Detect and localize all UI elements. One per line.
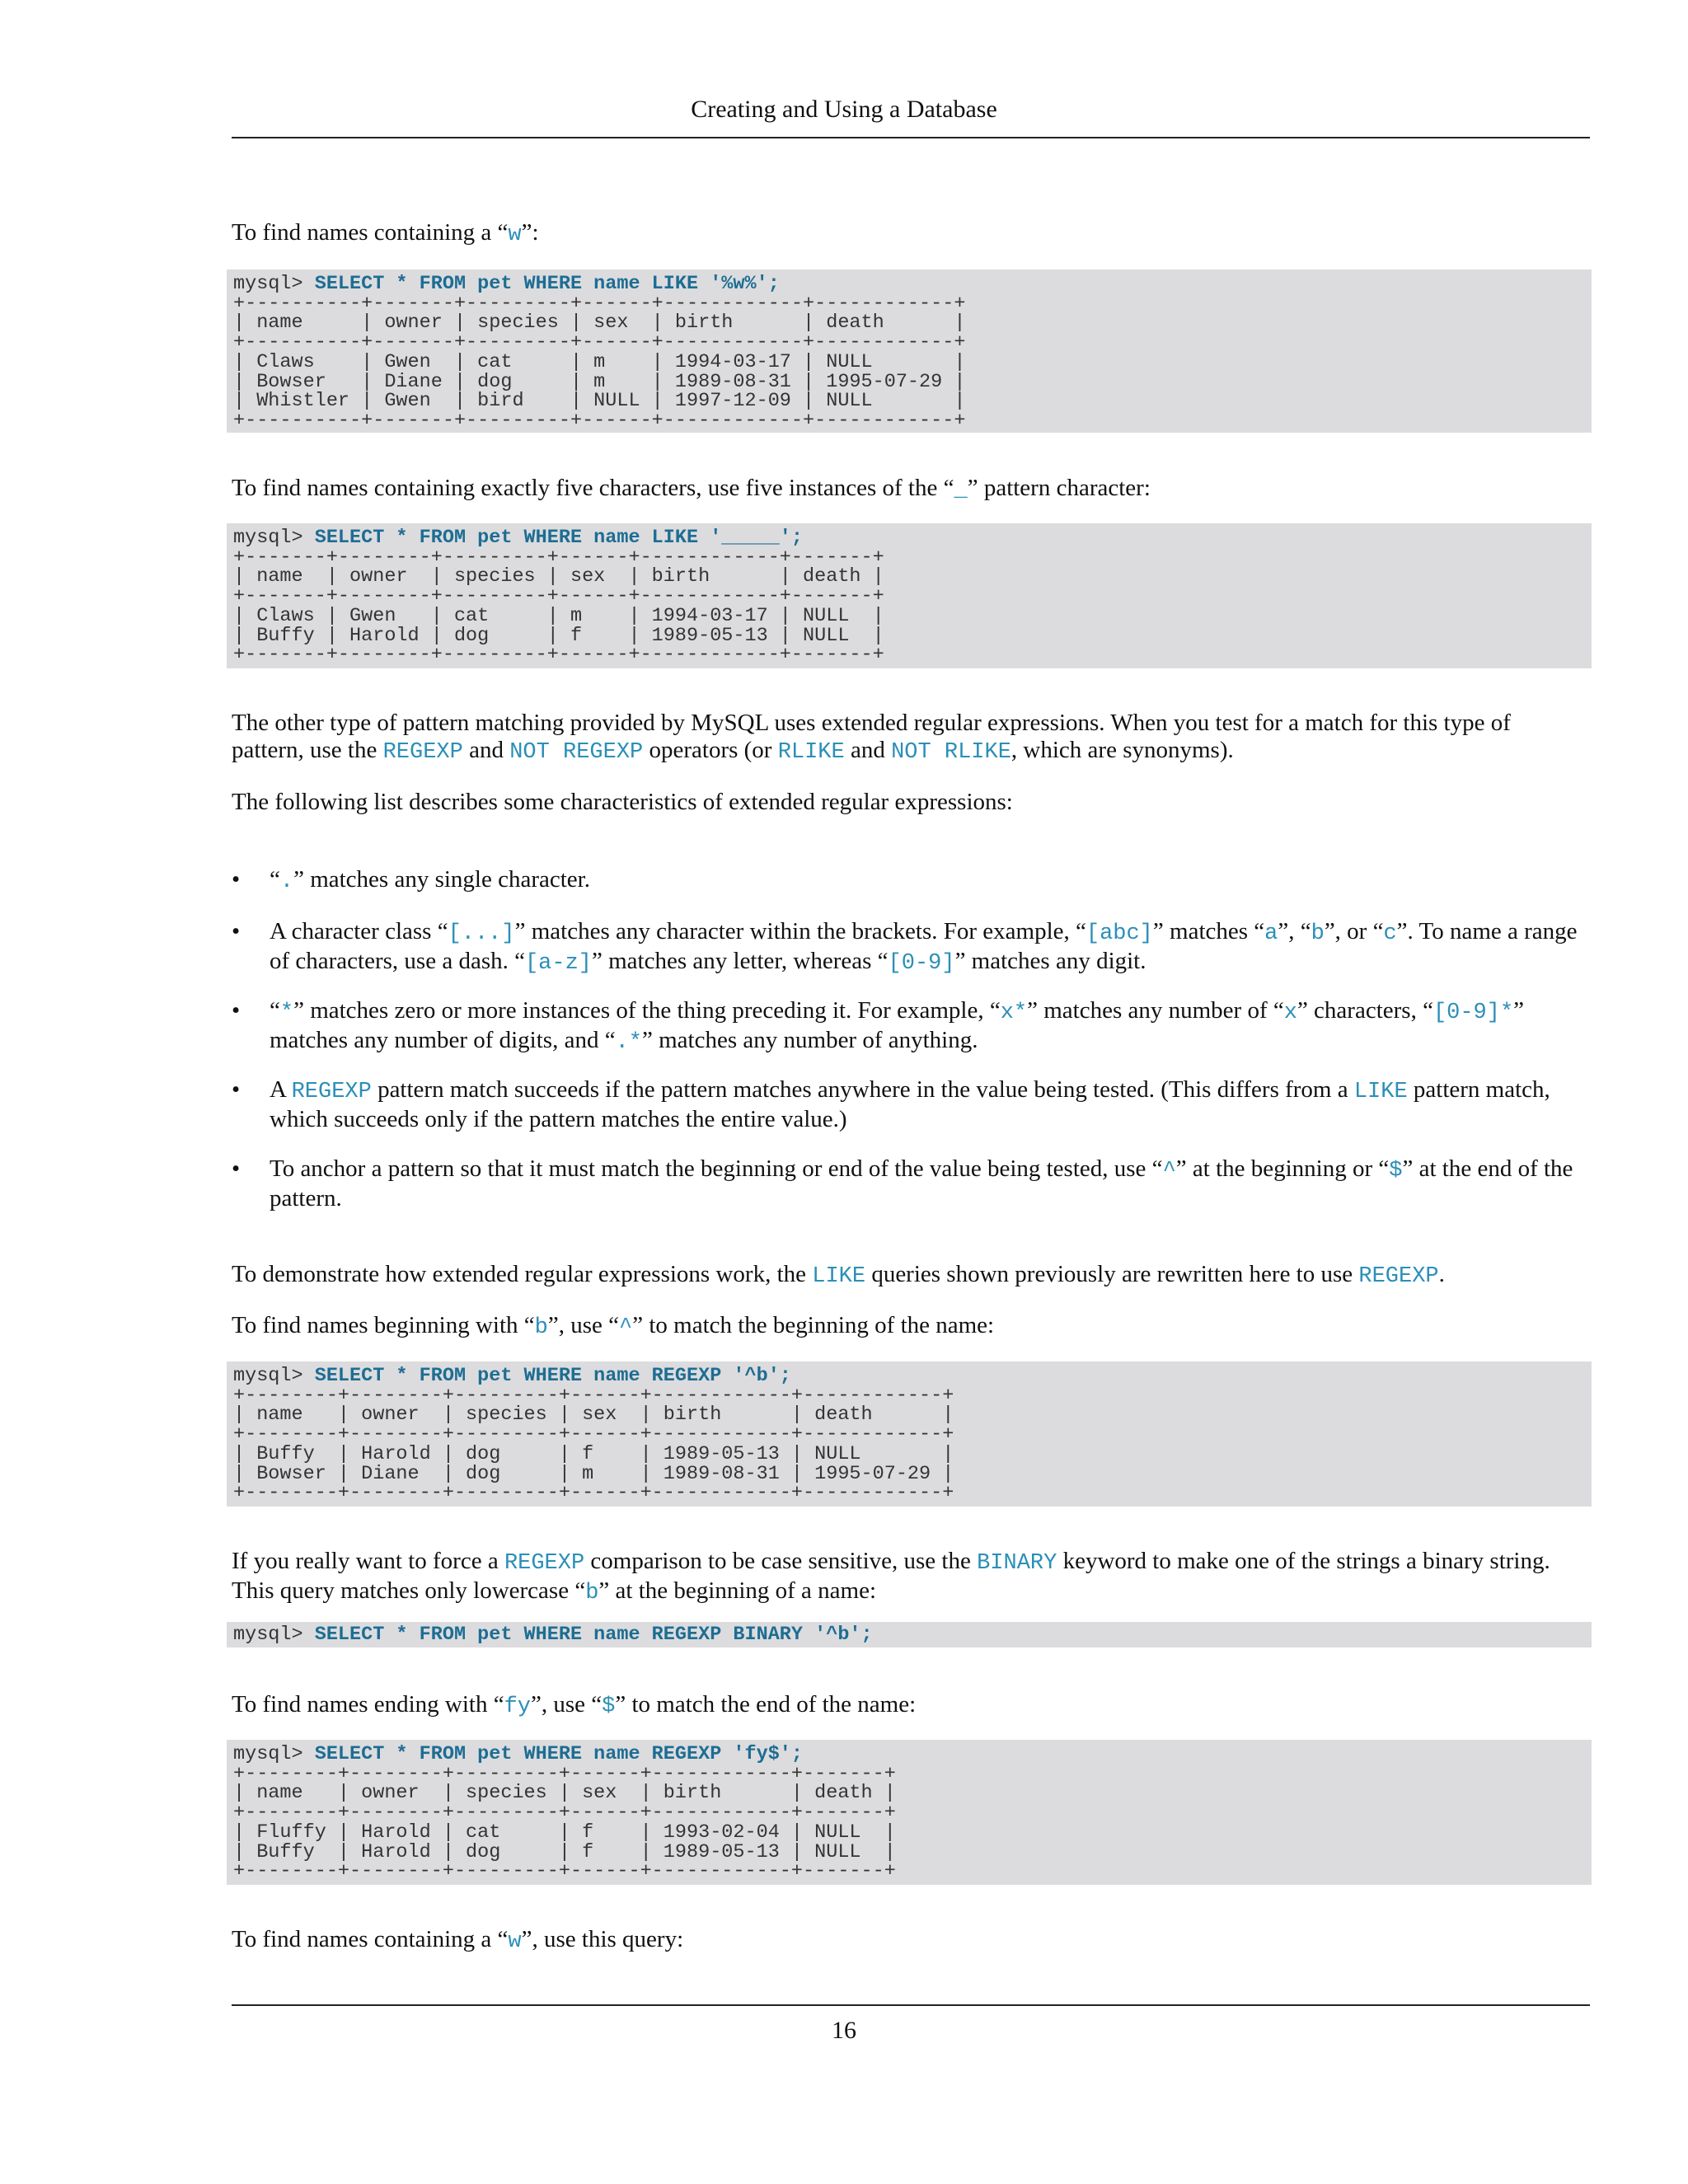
inline-code: REGEXP bbox=[382, 740, 463, 765]
bullet-icon: • bbox=[232, 997, 241, 1024]
paragraph-w-intro bbox=[232, 219, 1583, 249]
text: pattern match succeeds if the pattern matches anywhere in the value being tested. (This differs from a bbox=[371, 1076, 1354, 1103]
text: keyword to make one of the strings a binary string. This query matches only lowercase “ bbox=[232, 1548, 1550, 1604]
result-table: +----------+-------+---------+------+------------+------------+ | name | owner | species | sex | birth | death | +----------+-------+---------+------+------------+------------+ | Claws | Gwen | cat | m | 1994-03-17 | NULL | | Bowser | Diane | dog | m | 1989-08-31 | 1995-07-29 | | Whistler | Gwen | bird | NULL | 1997-12-09 | NULL | +----------+-------+---------+------+------------+------------+ bbox=[233, 292, 966, 432]
inline-code: BINARY bbox=[977, 1551, 1057, 1576]
code-block-like-five bbox=[227, 523, 1592, 668]
code-block-regexp-binary bbox=[227, 1622, 1592, 1647]
inline-code: b bbox=[585, 1581, 599, 1605]
code-block-regexp-b bbox=[227, 1361, 1592, 1507]
text: ” pattern character: bbox=[967, 475, 1151, 501]
sql-command: SELECT * FROM pet WHERE name LIKE '_____'; bbox=[314, 527, 804, 549]
inline-code: fy bbox=[504, 1694, 532, 1719]
mysql-prompt: mysql> bbox=[233, 273, 315, 295]
inline-code: [...] bbox=[448, 921, 515, 946]
text: ” at the beginning of a name: bbox=[598, 1577, 877, 1604]
text: To demonstrate how extended regular expressions work, the bbox=[232, 1261, 813, 1287]
inline-code: LIKE bbox=[1353, 1080, 1408, 1104]
inline-code: c bbox=[1383, 921, 1397, 946]
paragraph-b-intro bbox=[232, 1312, 1583, 1342]
text: ” matches any single character. bbox=[293, 866, 590, 893]
paragraph-regexp bbox=[232, 710, 1583, 766]
text: To anchor a pattern so that it must match the beginning or end of the value being tested, use “ bbox=[270, 1155, 1163, 1182]
inline-code: $ bbox=[1389, 1159, 1403, 1183]
text: To find names beginning with “ bbox=[232, 1312, 535, 1338]
inline-code: LIKE bbox=[812, 1264, 866, 1289]
text: ” matches “ bbox=[1152, 918, 1265, 944]
page-number: 16 bbox=[832, 2017, 856, 2044]
inline-code: x bbox=[1283, 1001, 1297, 1025]
text: ”, use “ bbox=[531, 1691, 603, 1718]
inline-code: x* bbox=[1000, 1001, 1028, 1025]
list-item-text bbox=[270, 997, 1588, 1057]
inline-code: [a-z] bbox=[524, 951, 592, 976]
text: ” matches any digit. bbox=[954, 948, 1146, 974]
text: ”, use “ bbox=[547, 1312, 620, 1338]
inline-code: b bbox=[534, 1315, 548, 1340]
sql-command: SELECT * FROM pet WHERE name REGEXP 'fy$'; bbox=[314, 1743, 804, 1765]
inline-code: [abc] bbox=[1085, 921, 1153, 946]
inline-code: w bbox=[508, 223, 522, 247]
bullet-icon: • bbox=[232, 1076, 241, 1103]
inline-code: .* bbox=[615, 1030, 642, 1055]
result-table: +--------+--------+---------+------+------------+-------+ | name | owner | species | sex | birth | death | +--------+--------+---------+------+------------+-------+ | Fluffy | Harold | cat | f | 1993-02-04 | NULL | | Buffy | Harold | dog | f | 1989-05-13 | NULL | +--------+--------+---------+------+------------+-------+ bbox=[233, 1762, 896, 1883]
text: ” matches zero or more instances of the thing preceding it. For example, “ bbox=[293, 997, 1001, 1024]
text: ” matches any number of digits, and “ bbox=[270, 997, 1525, 1053]
inline-code: _ bbox=[954, 478, 968, 503]
inline-code: a bbox=[1264, 921, 1278, 946]
sql-command: SELECT * FROM pet WHERE name REGEXP '^b'; bbox=[314, 1365, 791, 1387]
mysql-prompt: mysql> bbox=[233, 1365, 315, 1387]
header-rule bbox=[232, 137, 1590, 138]
text: queries shown previously are rewritten here to use bbox=[865, 1261, 1359, 1287]
inline-code: REGEXP bbox=[291, 1080, 372, 1104]
mysql-prompt: mysql> bbox=[233, 527, 315, 549]
inline-code: w bbox=[508, 1929, 522, 1954]
text: “ bbox=[270, 866, 280, 893]
bullet-icon: • bbox=[232, 918, 241, 944]
list-item-text bbox=[270, 1076, 1588, 1133]
text: , which are synonyms). bbox=[1010, 737, 1234, 763]
sql-command: SELECT * FROM pet WHERE name REGEXP BINARY '^b'; bbox=[314, 1624, 873, 1646]
text: ”, “ bbox=[1278, 918, 1311, 944]
list-item-text bbox=[270, 1155, 1588, 1212]
paragraph-demo bbox=[232, 1261, 1583, 1291]
mysql-prompt: mysql> bbox=[233, 1743, 315, 1765]
inline-code: b bbox=[1311, 921, 1325, 946]
code-block-regexp-fy bbox=[227, 1740, 1592, 1885]
list-item-text bbox=[270, 866, 1588, 896]
text: If you really want to force a bbox=[232, 1548, 504, 1574]
text: To find names containing a “ bbox=[232, 219, 509, 246]
text: and bbox=[462, 737, 510, 763]
inline-code: NOT REGEXP bbox=[509, 740, 644, 765]
text: ” to match the end of the name: bbox=[615, 1691, 917, 1718]
result-table: +-------+--------+---------+------+------------+-------+ | name | owner | species | sex | birth | death | +-------+--------+---------+------+------------+-------+ | Claws | Gwen | cat | m | 1994-03-17 | NULL | | Buffy | Harold | dog | f | 1989-05-13 | NULL | +-------+--------+---------+------+------------+-------+ bbox=[233, 546, 884, 667]
text: A character class “ bbox=[270, 918, 448, 944]
text: ” characters, “ bbox=[1296, 997, 1433, 1024]
paragraph-fy-intro bbox=[232, 1691, 1583, 1721]
inline-code: [0-9] bbox=[888, 951, 955, 976]
text: ” matches any number of anything. bbox=[642, 1027, 978, 1053]
inline-code: * bbox=[279, 1001, 294, 1025]
text: ”, use this query: bbox=[521, 1926, 684, 1952]
text: ”: bbox=[521, 219, 539, 246]
text: ” to match the beginning of the name: bbox=[632, 1312, 995, 1338]
inline-code: RLIKE bbox=[777, 740, 845, 765]
text: and bbox=[844, 737, 892, 763]
page-header-title: Creating and Using a Database bbox=[691, 96, 997, 123]
inline-code: ^ bbox=[619, 1315, 633, 1340]
text: To find names containing a “ bbox=[232, 1926, 509, 1952]
text: operators (or bbox=[643, 737, 778, 763]
text: ” matches any number of “ bbox=[1027, 997, 1284, 1024]
paragraph-five-intro bbox=[232, 475, 1583, 504]
inline-code: ^ bbox=[1162, 1159, 1176, 1183]
text: . bbox=[1438, 1261, 1445, 1287]
text: pattern match, which succeeds only if the pattern matches the entire value.) bbox=[270, 1076, 1550, 1132]
inline-code: [0-9]* bbox=[1432, 1001, 1514, 1025]
footer-rule bbox=[232, 2004, 1590, 2006]
inline-code: REGEXP bbox=[1358, 1264, 1439, 1289]
text: ” matches any letter, whereas “ bbox=[592, 948, 889, 974]
mysql-prompt: mysql> bbox=[233, 1624, 315, 1646]
inline-code: $ bbox=[602, 1694, 616, 1719]
text: comparison to be case sensitive, use the bbox=[584, 1548, 978, 1574]
code-block-like-w bbox=[227, 269, 1592, 433]
text: ” matches any character within the brackets. For example, “ bbox=[514, 918, 1086, 944]
text: ” at the beginning or “ bbox=[1175, 1155, 1390, 1182]
text: A bbox=[270, 1076, 292, 1103]
text: ” at the end of the pattern. bbox=[270, 1155, 1573, 1212]
bullet-icon: • bbox=[232, 866, 241, 893]
paragraph-w2-intro bbox=[232, 1926, 1583, 1956]
list-item-text bbox=[270, 918, 1588, 977]
result-table: +--------+--------+---------+------+------------+------------+ | name | owner | species | sex | birth | death | +--------+--------+---------+------+------------+------------+ | Buffy | Harold | dog | f | 1989-05-13 | NULL | | Bowser | Diane | dog | m | 1989-08-31 | 1995-07-29 | +--------+--------+---------+------+------------+------------+ bbox=[233, 1384, 954, 1505]
sql-command: SELECT * FROM pet WHERE name LIKE '%w%'; bbox=[314, 273, 780, 295]
text: ”, or “ bbox=[1324, 918, 1384, 944]
text: To find names containing exactly five characters, use five instances of the “ bbox=[232, 475, 954, 501]
text: “ bbox=[270, 997, 280, 1024]
paragraph-list-intro: The following list describes some characteristics of extended regular expressions: bbox=[232, 789, 1013, 815]
inline-code: REGEXP bbox=[504, 1551, 585, 1576]
text: To find names ending with “ bbox=[232, 1691, 504, 1718]
text: ”. To name a range of characters, use a dash. “ bbox=[270, 918, 1578, 974]
inline-code: . bbox=[279, 869, 294, 894]
bullet-icon: • bbox=[232, 1155, 241, 1182]
text: The other type of pattern matching provided by MySQL uses extended regular expressions. When you test for a match for this type of pattern, use the bbox=[232, 710, 1511, 763]
inline-code: NOT RLIKE bbox=[891, 740, 1011, 765]
paragraph-binary bbox=[232, 1548, 1583, 1607]
